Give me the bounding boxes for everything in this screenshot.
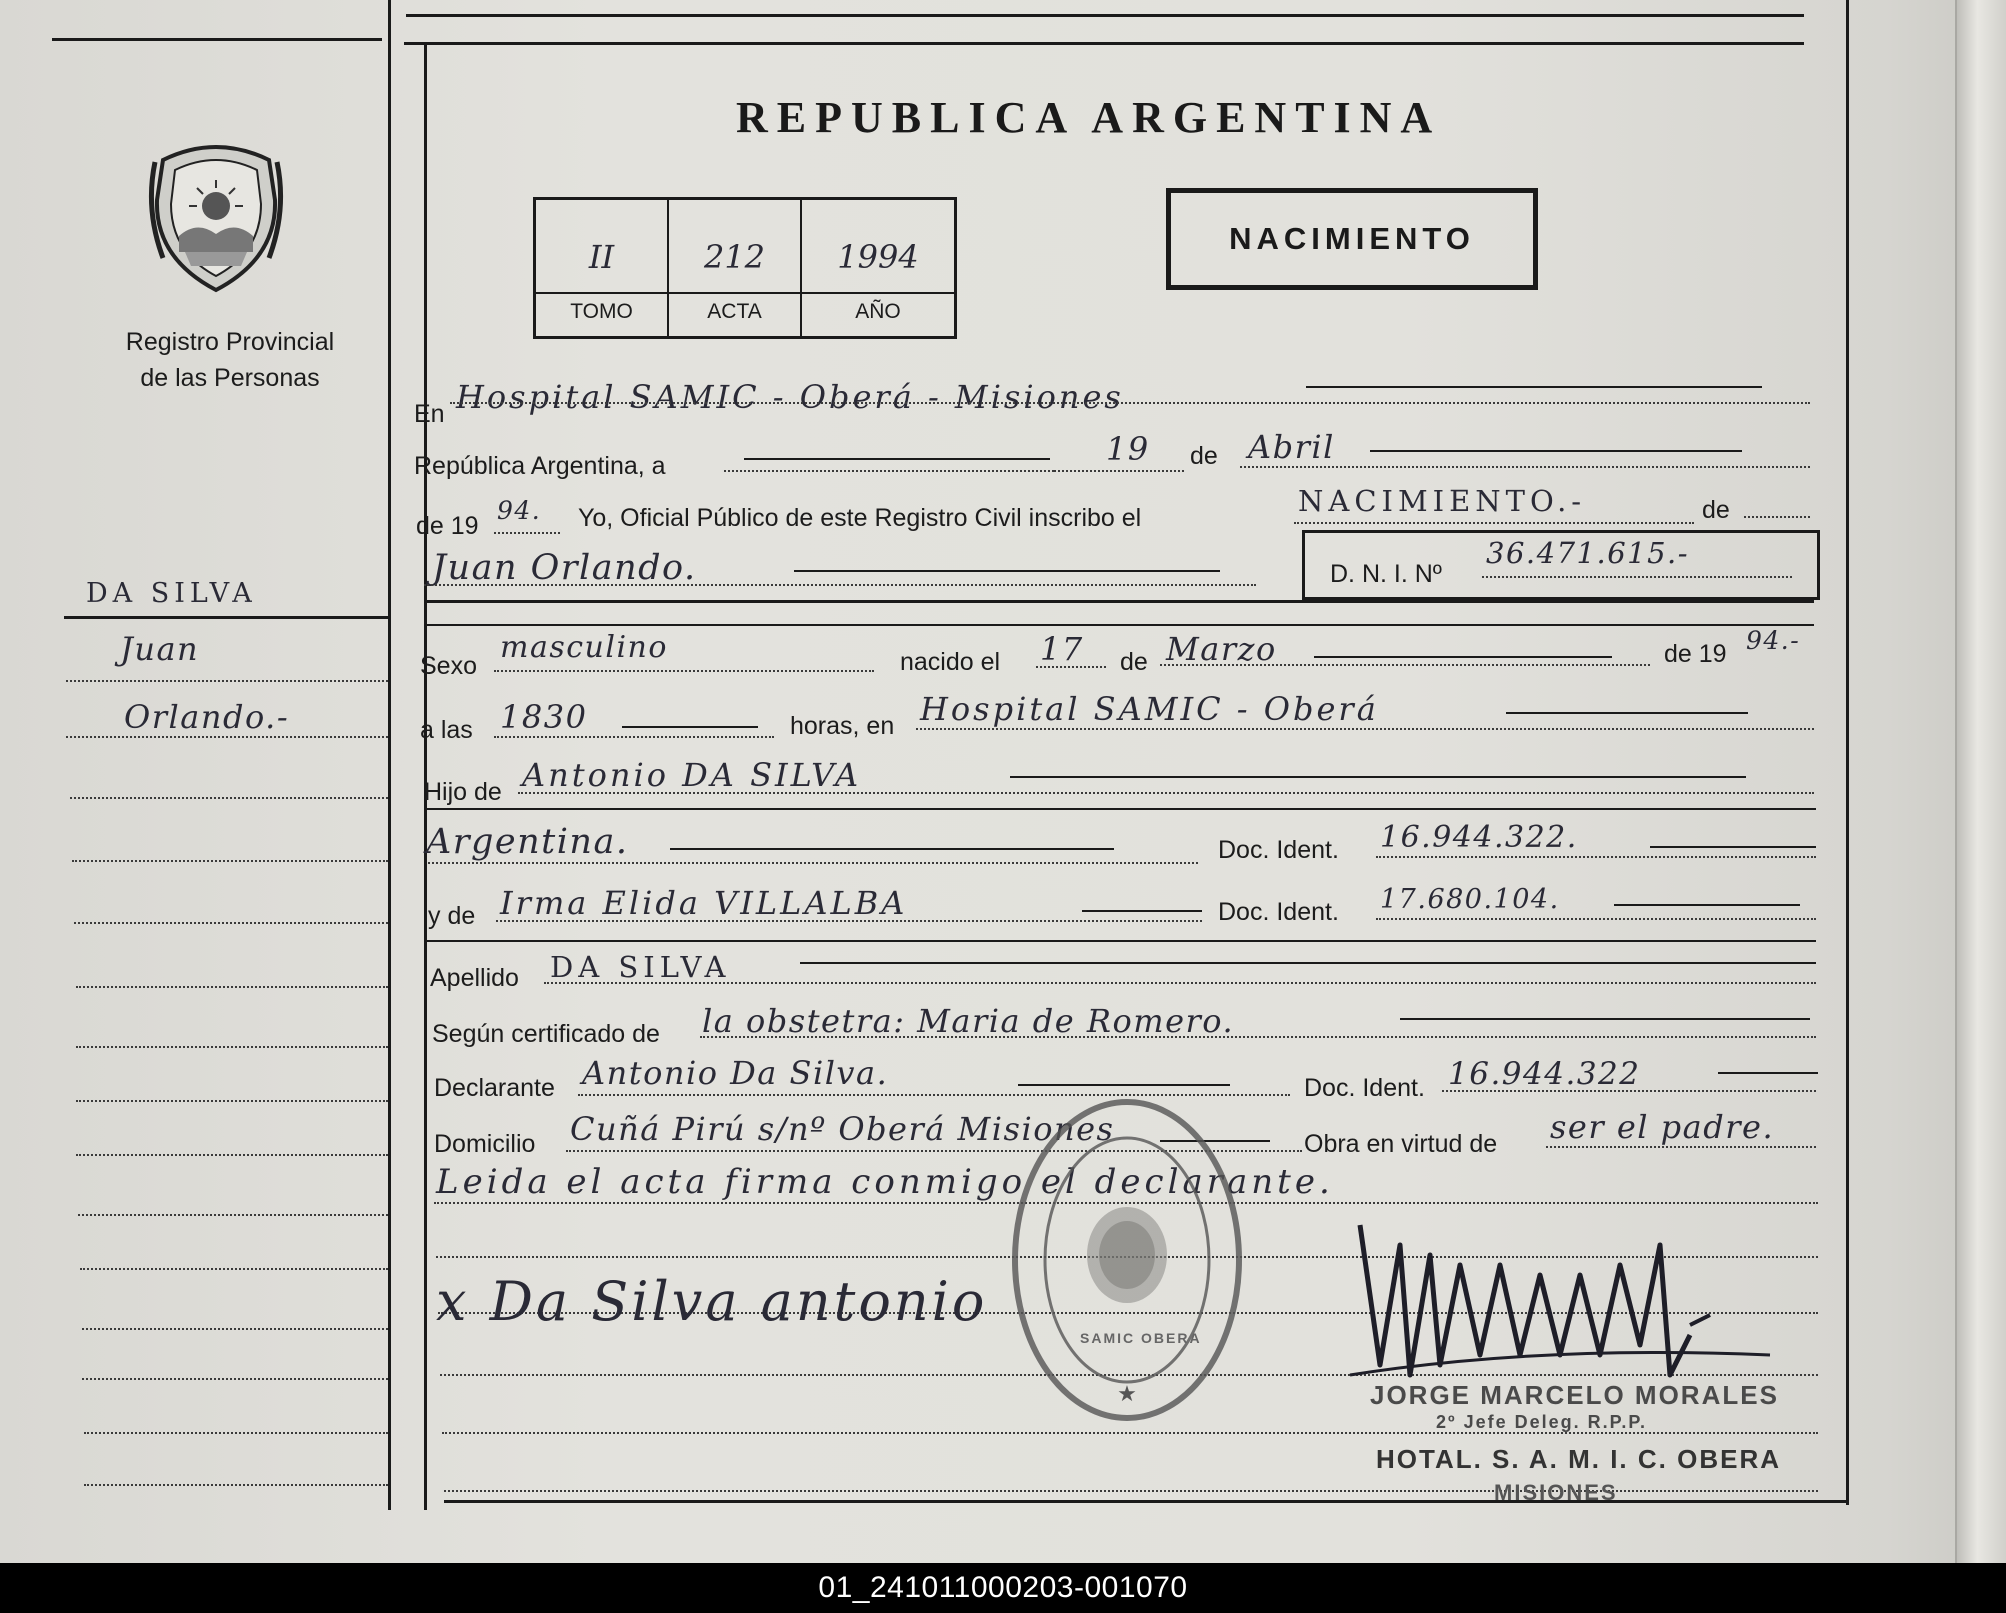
en-rule: [1306, 386, 1762, 388]
hijo-label: Hijo de: [424, 778, 502, 806]
mother-doc: 17.680.104.: [1380, 884, 1560, 915]
declarant-signature: x Da Silva antonio: [436, 1270, 988, 1333]
tomo-value: II: [588, 238, 615, 276]
official-title: 2º Jefe Deleg. R.P.P.: [1436, 1412, 1648, 1432]
section-rule-2: [424, 808, 1816, 810]
act-value: NACIMIENTO.-: [1298, 484, 1587, 518]
de-label-2: de: [1702, 496, 1730, 524]
birth-month: Marzo: [1166, 630, 1277, 668]
margin-middle-name: Orlando.-: [124, 698, 290, 736]
en-value: Hospital SAMIC - Oberá - Misiones: [456, 378, 1124, 416]
day-value: 19: [1106, 430, 1150, 468]
de-19-label-2: de 19: [1664, 640, 1727, 668]
top-rule-right: [406, 14, 1804, 17]
birth-place: Hospital SAMIC - Oberá: [920, 690, 1379, 728]
horas-label: horas, en: [790, 712, 895, 740]
de-label: de: [1190, 442, 1218, 470]
obra-label: Obra en virtud de: [1304, 1130, 1498, 1158]
de-label-3: de: [1120, 648, 1148, 676]
seal-inner-text: SAMIC OBERA: [1080, 1330, 1202, 1346]
doc-ident-label: Doc. Ident.: [1218, 836, 1339, 864]
official-province: MISIONES: [1494, 1480, 1618, 1505]
book-binding: [1955, 0, 2006, 1563]
acta-cell: [669, 200, 802, 336]
republica-label: República Argentina, a: [414, 452, 666, 480]
obra-value: ser el padre.: [1550, 1108, 1775, 1146]
act-type-box: NACIMIENTO: [1166, 188, 1538, 290]
registry-label-line1: Registro Provincial: [125, 328, 335, 356]
official-office: HOTAL. S. A. M. I. C. OBERA: [1376, 1444, 1781, 1474]
hour-value: 1830: [500, 698, 588, 736]
section-rule-1: [424, 600, 1814, 603]
birth-year-suffix: 94.-: [1746, 626, 1801, 655]
segun-label: Según certificado de: [432, 1020, 660, 1048]
segun-value: la obstetra: Maria de Romero.: [702, 1002, 1235, 1040]
domicilio-label: Domicilio: [434, 1130, 536, 1158]
declarante-label: Declarante: [434, 1074, 555, 1102]
svg-text:★: ★: [1117, 1381, 1137, 1406]
month-value: Abril: [1248, 428, 1335, 466]
top-rule-left: [52, 38, 382, 41]
anio-label: AÑO: [855, 300, 901, 323]
doc-ident-label-2: Doc. Ident.: [1218, 898, 1339, 926]
form-right-border: [1846, 0, 1849, 1505]
official-name: JORGE MARCELO MORALES: [1370, 1380, 1779, 1410]
registry-label: [70, 324, 390, 396]
page-title: REPUBLICA ARGENTINA: [736, 93, 1442, 142]
anio-cell: [802, 200, 954, 336]
acta-label: ACTA: [707, 300, 762, 323]
yo-label: Yo, Oficial Público de este Registro Civil inscribo el: [578, 504, 1142, 532]
section-rule-3: [424, 940, 1816, 942]
en-label: En: [414, 400, 445, 428]
record-number-table: [533, 197, 957, 339]
bottom-rule: [444, 1500, 1848, 1503]
form-left-border: [424, 42, 427, 1510]
tomo-label: TOMO: [570, 300, 633, 323]
margin-surname-rule: [64, 616, 390, 619]
declarante-doc: 16.944.322: [1448, 1056, 1641, 1092]
province-coat-of-arms-logo: [145, 140, 287, 296]
apellido-value: DA SILVA: [550, 950, 731, 984]
birth-day: 17: [1040, 630, 1084, 668]
domicilio-value: Cuñá Pirú s/nº Oberá Misiones: [570, 1110, 1115, 1148]
apellido-label: Apellido: [430, 964, 519, 992]
de-19-label: de 19: [416, 512, 479, 540]
a-las-label: a las: [420, 716, 473, 744]
mother-name: Irma Elida VILLALBA: [500, 884, 908, 922]
declarante-value: Antonio Da Silva.: [582, 1054, 889, 1092]
registry-seal: [1008, 1095, 1246, 1425]
dni-label: D. N. I. Nº: [1330, 560, 1442, 588]
doc-ident-label-3: Doc. Ident.: [1304, 1074, 1425, 1102]
acta-value: 212: [703, 238, 766, 276]
sexo-label: Sexo: [420, 652, 477, 680]
sexo-value: masculino: [500, 630, 668, 665]
leida-value: Leida el acta firma conmigo el declarante.: [436, 1162, 1334, 1202]
father-doc: 16.944.322.: [1380, 820, 1578, 855]
dni-value: 36.471.615.-: [1486, 536, 1690, 570]
official-signature: [1340, 1205, 1780, 1405]
margin-surname: DA SILVA: [86, 578, 257, 609]
left-column-divider: [388, 0, 391, 1510]
father-nationality: Argentina.: [426, 822, 629, 862]
tomo-cell: [536, 200, 669, 336]
y-de-label: y de: [428, 902, 476, 930]
father-name: Antonio DA SILVA: [522, 756, 862, 794]
year-suffix: 94.: [497, 496, 542, 525]
margin-first-name: Juan: [120, 630, 200, 668]
name-value: Juan Orlando.: [432, 548, 697, 588]
image-caption: 01_241011000203-001070: [0, 1563, 2006, 1613]
nacido-label: nacido el: [900, 648, 1001, 676]
top-rule-right-2: [404, 42, 1804, 45]
registry-label-line2: de las Personas: [140, 364, 320, 392]
anio-value: 1994: [837, 238, 919, 276]
